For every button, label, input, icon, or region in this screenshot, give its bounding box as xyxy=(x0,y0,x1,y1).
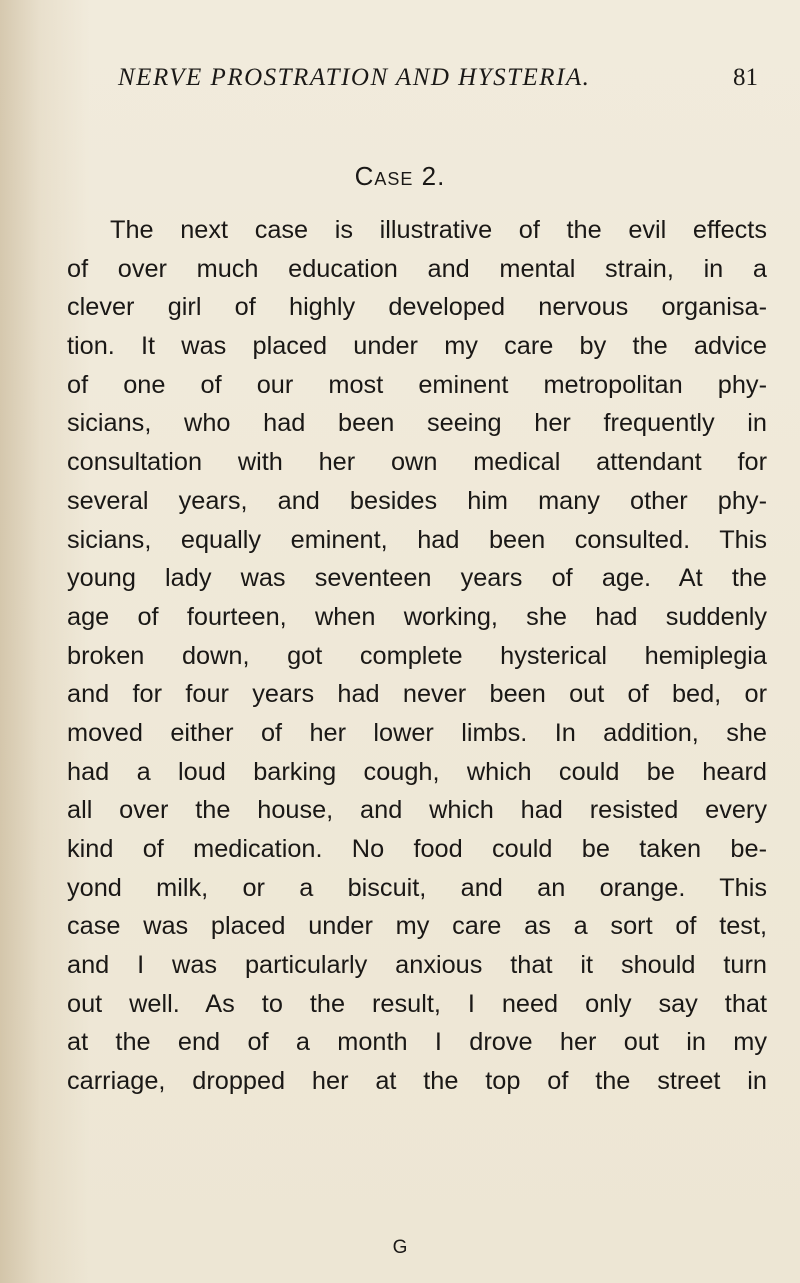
text-line: age of fourteen, when working, she had suddenly xyxy=(67,602,767,631)
text-line: case was placed under my care as a sort of test, xyxy=(67,912,767,941)
text-line: young lady was seventeen years of age. At the xyxy=(67,564,767,593)
text-line: moved either of her lower limbs. In addition, she xyxy=(67,718,767,747)
text-line: sicians, who had been seeing her frequently in xyxy=(67,409,767,438)
text-line: of over much education and mental strain, in a xyxy=(67,254,767,283)
text-line: had a loud barking cough, which could be heard xyxy=(67,757,767,786)
text-line: tion. It was placed under my care by the advice xyxy=(67,332,767,361)
signature-mark: G xyxy=(392,1237,408,1258)
text-line: of one of our most eminent metropolitan phy- xyxy=(67,370,767,399)
text-line: and for four years had never been out of bed, or xyxy=(67,680,767,709)
text-line: out well. As to the result, I need only say that xyxy=(67,989,767,1018)
text-line: consultation with her own medical attendant for xyxy=(67,448,767,477)
text-line: broken down, got complete hysterical hemiplegia xyxy=(67,641,767,670)
text-line: kind of medication. No food could be taken be- xyxy=(67,835,767,863)
text-line: The next case is illustrative of the evil effects xyxy=(110,216,767,244)
text-line: yond milk, or a biscuit, and an orange. This xyxy=(67,873,767,902)
text-line: several years, and besides him many other phy- xyxy=(67,486,767,515)
text-line: and I was particularly anxious that it should turn xyxy=(67,951,767,980)
case-heading: Case 2. xyxy=(354,161,446,191)
text-line: at the end of a month I drove her out in my xyxy=(67,1028,767,1057)
text-line: carriage, dropped her at the top of the street in xyxy=(67,1067,767,1096)
text-line: clever girl of highly developed nervous organisa- xyxy=(67,293,767,322)
page-number: 81 xyxy=(733,64,758,91)
running-head-title: NERVE PROSTRATION AND HYSTERIA. xyxy=(118,64,591,91)
body-paragraph xyxy=(67,211,767,1101)
text-line: sicians, equally eminent, had been consulted. This xyxy=(67,525,767,554)
running-head xyxy=(118,64,758,104)
text-line: all over the house, and which had resisted every xyxy=(67,796,767,825)
